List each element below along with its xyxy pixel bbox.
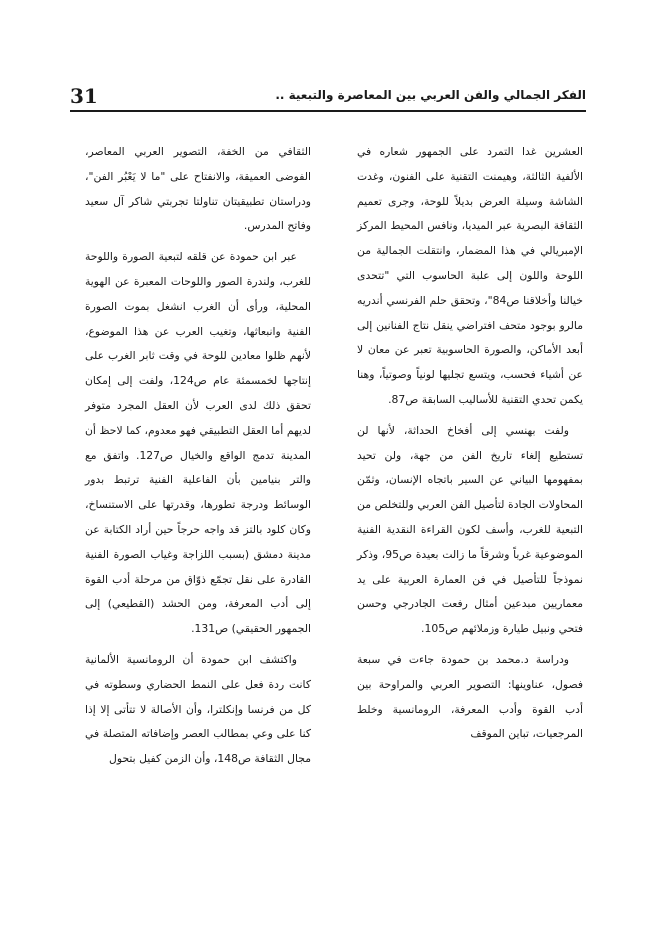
running-title: الفكر الجمالي والفن العربي بين المعاصرة والتبعية ..: [275, 88, 586, 102]
paragraph: ولفت بهنسي إلى أفخاخ الحداثة، لأنها لن تستطيع إلغاء تاريخ الفن من جهة، ولن تحيد بمفهومها البياني عن السير باتجاه الإنسان، وثمّن المحاولات الجادة لتأصيل الفن العربي وللتخلص من التبعية للغرب، وأسف لكون القراءة النقدية الفنية الموضوعية غرباً وشرقاً ما زالت بعيدة ص95، وذكر نموذجاً للتأصيل في فن العمارة العربية على يد معماريين مبدعين أمثال رفعت الجادرجي وحسن فتحي ونبيل طيارة وزملائهم ص105.: [357, 423, 583, 636]
page-header: [70, 86, 586, 112]
paragraph: العشرين غدا التمرد على الجمهور شعاره في الألفية الثالثة، وهيمنت التقنية على الفنون، وغدت الشاشة وسيلة العرض بديلاً للوحة، وجرى تعميم الثقافة البصرية عبر الميديا، ونافس المحيط المركز الإمبريالي في هذا المضمار، وانتقلت الجمالية من اللوحة واللون إلى علبة الحاسوب التي "تتحدى خيالنا وأخلاقنا ص84"، وتحقق حلم الفرنسي أندريه مالرو بوجود متحف افتراضي ينقل نتاج الفنانين إلى أبعد الأماكن، والصورة الحاسوبية تعبر عن معان لا عن أشياء فحسب، ويتسع تجليها لونياً وصوتياً، وهنا يكمن تحدي التقنية للأساليب السابقة ص87.: [357, 145, 583, 406]
paragraph: واكتشف ابن حمودة أن الرومانسية الألمانية كانت ردة فعل على النمط الحضاري وسطوته في كل من فرنسا وإنكلترا، وأن الأصالة لا تتأتى إلا إذا كنا على وعي بمطالب العصر وإضافاته المتصلة في مجال الثقافة ص148، وأن الزمن كفيل بتحول: [85, 652, 311, 766]
page-number: 31: [70, 84, 98, 108]
right-column: [357, 140, 583, 747]
paragraph: الثقافي من الخفة، التصوير العربي المعاصر، الفوضى العميقة، والانفتاح على "ما لا يَعْبُر الفن"، ودراستان تطبيقيتان تناولتا تجربتي شاكر آل سعيد وفاتح المدرس.: [85, 145, 311, 233]
paragraph: ودراسة د.محمد بن حمودة جاءت في سبعة فصول، عناوينها: التصوير العربي والمراوحة بين أدب القوة وأدب المعرفة، الرومانسية وخلط المرجعيات، تباين الموقف: [357, 652, 583, 741]
left-column: [85, 140, 311, 772]
paragraph: عبر ابن حمودة عن قلقه لتبعية الصورة واللوحة للغرب، ولندرة الصور واللوحات المعبرة عن الهوية المحلية، ورأى أن الغرب انشغل بموت الصورة الفنية وانبعاثها، وتغيب العرب عن هذا الموضوع، لأنهم ظلوا معادين للوحة في وقت ثابر الغرب على إنتاجها لخمسمئة عام ص124، ولفت إلى إمكان تحقق ذلك لدى العرب لأن العقل المجرد متوفر لديهم أما العقل التطبيقي فهو معدوم، كما لاحظ أن المدينة تدمج الواقع والخيال ص127. واتفق مع والتر بنيامين بأن الفاعلية الفنية ترتبط بدور الوسائط ودرجة تطورها، وقدرتها على الاستنساخ، وكان كلود بالتز قد واجه حرجاً حين أراد الكتابة عن مدينة دمشق (بسبب اللزاجة وغياب الصورة الفنية القادرة على نقل تجمّع ذوّاق من مرحلة أدب القوة إلى أدب المعرفة، ومن الحشد (القطيعي) إلى الجمهور الحقيقي) ص131.: [85, 250, 311, 636]
